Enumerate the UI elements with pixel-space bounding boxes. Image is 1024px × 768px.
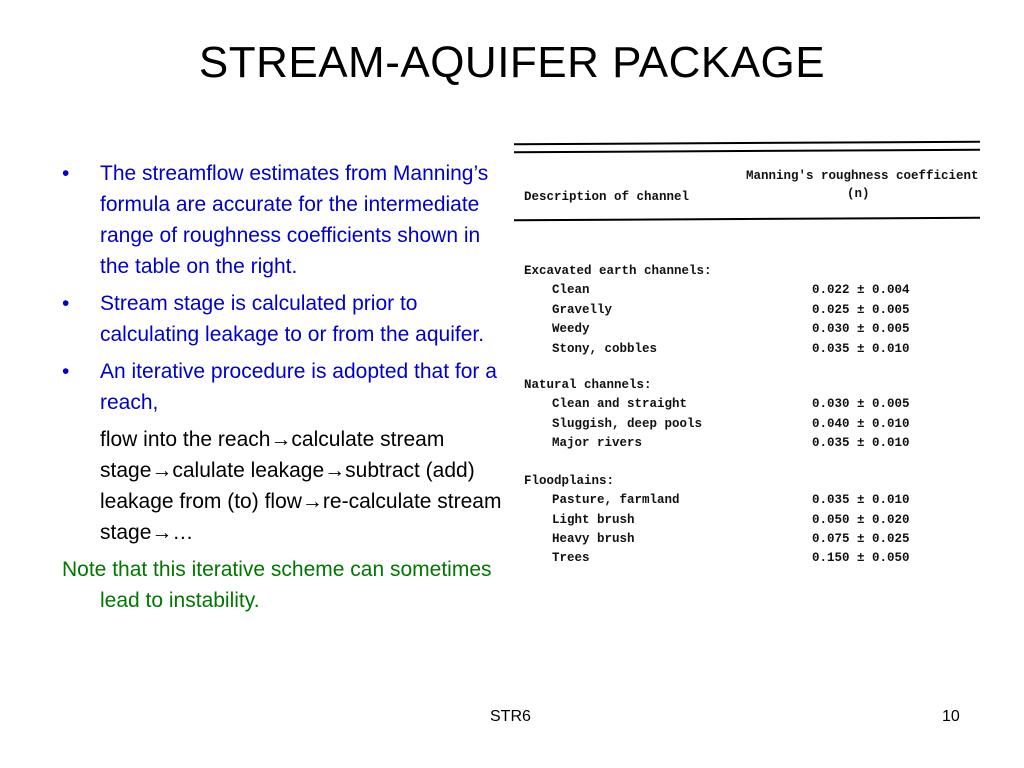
bullet-list xyxy=(62,158,502,616)
table-row xyxy=(514,493,980,512)
footer-label: STR6 xyxy=(490,708,531,725)
table-group-header xyxy=(514,264,980,283)
iteration-sequence: flow into the reach→calculate stream stage→calulate leakage→subtract (add) leakage from (to) flow→re-calculate stream stage→… xyxy=(100,428,502,544)
row-description: Major rivers xyxy=(552,436,643,450)
row-description: Clean xyxy=(552,283,590,297)
row-coefficient: 0.050 ± 0.020 xyxy=(812,513,910,527)
bullet-item xyxy=(62,288,502,350)
row-description: Excavated earth channels: xyxy=(524,264,712,278)
row-coefficient: 0.035 ± 0.010 xyxy=(812,436,910,450)
row-description: Sluggish, deep pools xyxy=(552,417,703,431)
row-description: Natural channels: xyxy=(524,378,652,392)
slide-title: STREAM-AQUIFER PACKAGE xyxy=(198,38,826,87)
table-row xyxy=(514,303,980,322)
bullet-marker: • xyxy=(62,162,70,185)
table-row xyxy=(514,342,980,361)
column-header-description: Description of channel xyxy=(524,190,690,204)
table-row xyxy=(514,322,980,341)
column-header-coefficient-symbol: (n) xyxy=(847,187,870,201)
row-coefficient: 0.075 ± 0.025 xyxy=(812,532,910,546)
row-description: Pasture, farmland xyxy=(552,493,680,507)
table-row xyxy=(514,436,980,455)
row-coefficient: 0.035 ± 0.010 xyxy=(812,493,910,507)
row-description: Clean and straight xyxy=(552,397,688,411)
row-description: Floodplains: xyxy=(524,474,615,488)
table-header-rule xyxy=(514,217,980,221)
bullet-marker: • xyxy=(62,292,70,315)
page-number: 10 xyxy=(942,708,960,725)
bullet-item xyxy=(62,356,502,418)
bullet-text: The streamflow estimates from Manning’s formula are accurate for the intermediate range of roughness coefficients shown in the table on the right. xyxy=(100,162,489,278)
row-coefficient: 0.150 ± 0.050 xyxy=(812,551,910,565)
row-description: Stony, cobbles xyxy=(552,342,658,356)
row-description: Weedy xyxy=(552,322,590,336)
row-coefficient: 0.035 ± 0.010 xyxy=(812,342,910,356)
row-coefficient: 0.022 ± 0.004 xyxy=(812,283,910,297)
row-coefficient: 0.030 ± 0.005 xyxy=(812,397,910,411)
instability-note: Note that this iterative scheme can sometimes lead to instability. xyxy=(62,558,492,612)
table-group-header xyxy=(514,378,980,397)
column-header-coefficient: Manning's roughness coefficient xyxy=(746,169,979,183)
bullet-text: An iterative procedure is adopted that for a reach, xyxy=(100,360,497,414)
row-coefficient: 0.025 ± 0.005 xyxy=(812,303,910,317)
table-row xyxy=(514,417,980,436)
table-row xyxy=(514,532,980,551)
table-row xyxy=(514,513,980,532)
row-description: Gravelly xyxy=(552,303,613,317)
table-row xyxy=(514,397,980,416)
row-description: Heavy brush xyxy=(552,532,635,546)
table-top-rule-2 xyxy=(514,149,980,153)
bullet-marker: • xyxy=(62,360,70,383)
bullet-text: Stream stage is calculated prior to calculating leakage to or from the aquifer. xyxy=(100,292,485,346)
bullet-item xyxy=(62,158,502,282)
manning-roughness-table xyxy=(514,136,980,566)
row-coefficient: 0.030 ± 0.005 xyxy=(812,322,910,336)
row-description: Trees xyxy=(552,551,590,565)
table-group-header xyxy=(514,474,980,493)
table-row xyxy=(514,551,980,570)
row-description: Light brush xyxy=(552,513,635,527)
table-top-rule xyxy=(514,141,980,145)
row-coefficient: 0.040 ± 0.010 xyxy=(812,417,910,431)
table-row xyxy=(514,283,980,302)
